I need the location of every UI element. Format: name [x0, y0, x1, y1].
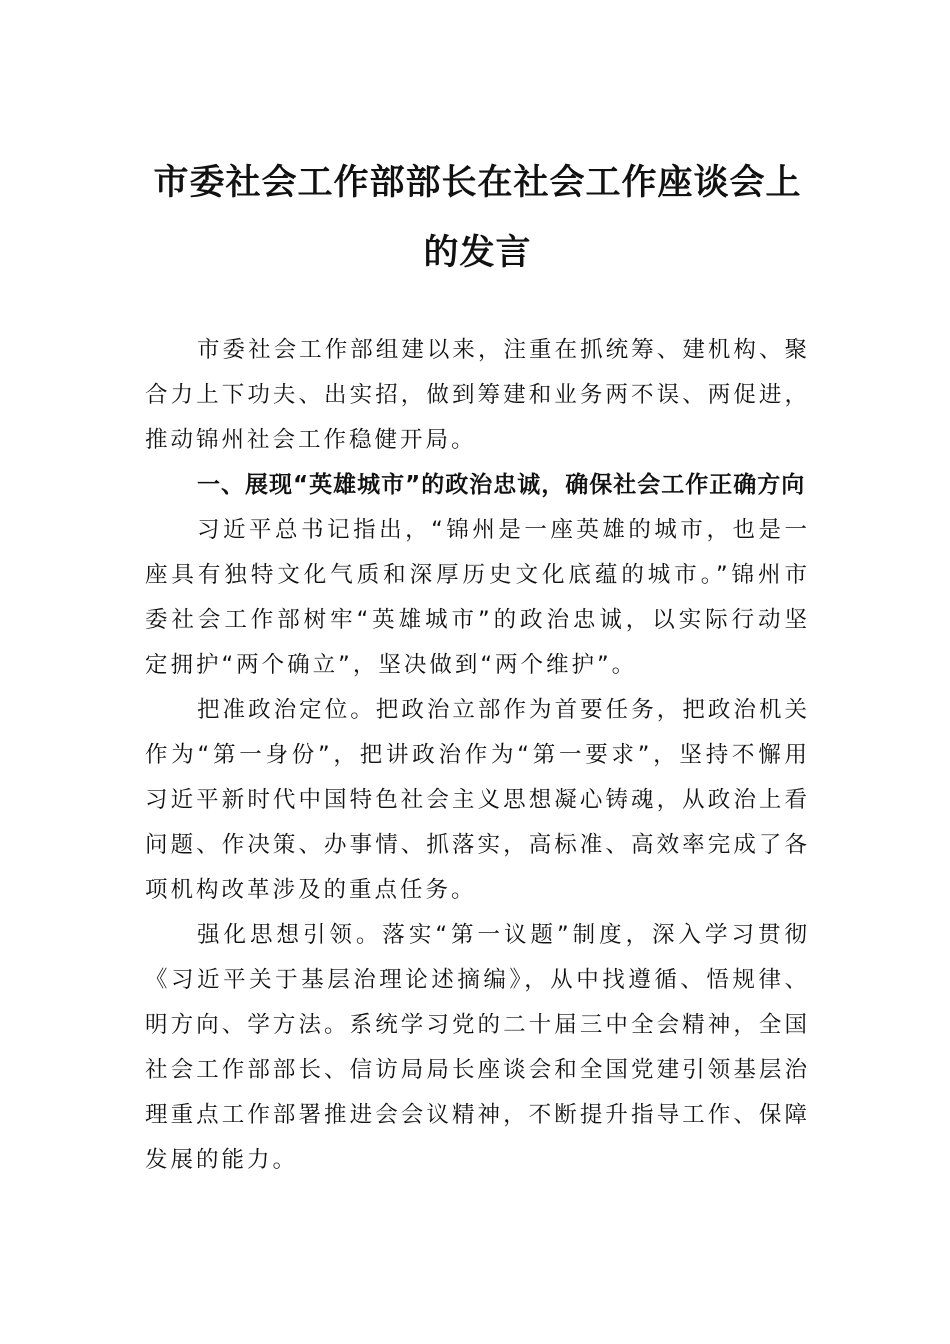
document-title [145, 148, 810, 288]
body-paragraph: 把准政治定位。把政治立部作为首要任务，把政治机关作为“第一身份”，把讲政治作为“第一要求”，坚持不懈用习近平新时代中国特色社会主义思想凝心铸魂，从政治上看问题、作决策、办事情、抓落实，高标准、高效率完成了各项机构改革涉及的重点任务。 [145, 697, 810, 903]
body-paragraph: 强化思想引领。落实“第一议题”制度，深入学习贯彻《习近平关于基层治理论述摘编》，从中找遵循、悟规律、明方向、学方法。系统学习党的二十届三中全会精神，全国社会工作部部长、信访局局长座谈会和全国党建引领基层治理重点工作部署推进会会议精神，不断提升指导工作、保障发展的能力。 [145, 922, 810, 1173]
document-body [145, 328, 810, 1183]
title-line-1: 市委社会工作部部长在社会工作座谈会上 [153, 162, 802, 203]
intro-paragraph: 市委社会工作部组建以来，注重在抓统筹、建机构、聚合力上下功夫、出实招，做到筹建和业务两不误、两促进，推动锦州社会工作稳健开局。 [145, 337, 810, 453]
section-heading: 一、展现“英雄城市”的政治忠诚，确保社会工作正确方向 [197, 472, 806, 498]
title-line-2: 的发言 [423, 232, 532, 273]
body-paragraph: 习近平总书记指出，“锦州是一座英雄的城市，也是一座具有独特文化气质和深厚历史文化底蕴的城市。”锦州市委社会工作部树牢“英雄城市”的政治忠诚，以实际行动坚定拥护“两个确立”，坚决做到“两个维护”。 [145, 517, 810, 678]
